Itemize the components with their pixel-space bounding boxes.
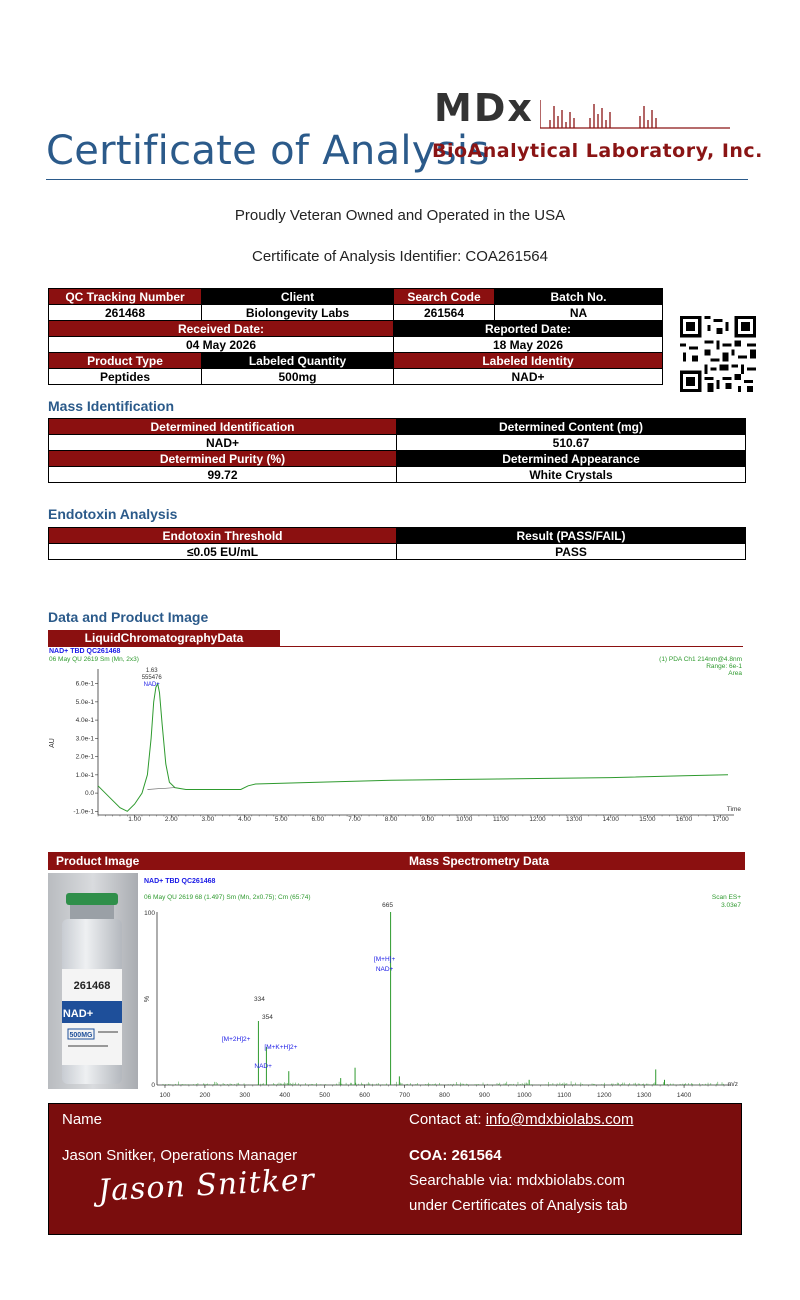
lc-peak-label: NAD+ [143,682,160,688]
contact-prefix: Contact at: [409,1111,486,1128]
data-section-heading: Data and Product Image [48,609,209,625]
mass-identification-table [48,418,746,483]
lc-y-tick-label: 2.0e-1 [75,753,94,761]
lc-x-tick-label: 15.00 [639,816,656,821]
lc-x-tick-label: 10.00 [456,816,473,821]
determined-appearance-value: White Crystals [397,467,746,483]
lc-x-tick-label: 12.00 [529,816,546,821]
lc-y-tick-label: 4.0e-1 [75,717,94,725]
lc-data-tab: LiquidChromatographyData [48,630,280,647]
ms-ylabel: % [144,995,151,1003]
logo-subtitle: BioAnalytical Laboratory, Inc. [432,140,763,162]
client-label: Client [202,289,394,305]
searchable-line: Searchable via: mdxbiolabs.com [409,1172,625,1189]
ms-peak-label: [M+K+H]2+ [264,1044,298,1051]
lc-x-tick-label: 1.00 [128,816,141,821]
name-label: Name [62,1111,103,1128]
lc-chromatogram-chart [48,647,744,821]
ms-x-tick-label: 1400 [676,1092,692,1099]
batch-label: Batch No. [495,289,663,305]
contact-email-link[interactable]: info@mdxbiolabs.com [485,1111,634,1128]
received-label: Received Date: [49,321,394,337]
lc-info-text: Area [728,670,742,677]
labeled-quantity-label: Labeled Quantity [202,353,394,369]
endotoxin-threshold-value: ≤0.05 EU/mL [49,544,397,560]
lc-peak-label: 555476 [141,675,162,681]
ms-y-tick-label: 0 [151,1082,155,1089]
search-code-value: 261564 [394,305,495,321]
ms-title: NAD+ TBD QC261468 [144,878,216,885]
ms-peak-label: [M+H]+ [373,956,396,963]
determined-purity-value: 99.72 [49,467,397,483]
ms-xlabel: m/z [727,1081,738,1088]
signer-name: Jason Snitker, Operations Manager [62,1147,298,1164]
ms-x-tick-label: 1300 [636,1092,652,1099]
tagline: Proudly Veteran Owned and Operated in the USA [234,207,566,224]
ms-peak-label: NAD+ [254,1063,272,1070]
coa-identifier: Certificate of Analysis Identifier: COA261564 [252,248,548,265]
ms-peak-label: 665 [382,902,394,909]
lc-y-tick-label: 0.0 [84,790,94,798]
batch-value: NA [495,305,663,321]
lc-x-tick-label: 3.00 [201,816,215,821]
sample-info-table [48,288,663,385]
determined-identification-label: Determined Identification [49,419,397,435]
ms-x-tick-label: 300 [239,1092,251,1099]
lc-x-tick-label: 17.00 [712,816,729,821]
ms-peak-label: 334 [253,996,265,1003]
lc-subtitle: 06 May QU 2619 Sm (Mn, 2x3) [49,656,139,663]
lc-x-tick-label: 14.00 [602,816,619,821]
lc-y-tick-label: 1.0e-1 [75,771,94,779]
product-type-value: Peptides [49,369,202,385]
lc-info-text: (1) PDA Ch1 214nm@4.8nm [659,656,742,663]
ms-x-tick-label: 800 [439,1092,450,1099]
lc-trace-line [98,684,728,812]
mass-identification-heading: Mass Identification [48,398,175,414]
lc-x-tick-label: 16.00 [675,816,693,821]
lc-x-tick-label: 8.00 [384,816,398,821]
vial-name-text: NAD+ [62,1008,94,1020]
ms-subtitle: 06 May QU 2619 68 (1.497) Sm (Mn, 2x0.75); Cm (65:74) [144,894,311,901]
lc-x-tick-label: 2.00 [164,816,178,821]
ms-x-tick-label: 1100 [557,1092,572,1099]
lc-x-tick-label: 11.00 [493,816,509,821]
lc-x-tick-label: 7.00 [348,816,361,821]
vial-amount-text: 500MG [69,1032,93,1039]
labeled-identity-value: NAD+ [394,369,663,385]
lc-y-tick-label: 5.0e-1 [75,698,94,706]
header-divider [46,179,748,180]
mass-spec-label: Mass Spectrometry Data [409,854,550,868]
contact-line [409,1111,634,1128]
lc-peak-baseline [147,788,174,790]
product-vial-photo [48,873,138,1089]
labeled-quantity-value: 500mg [202,369,394,385]
page-title: Certificate of Analysis [46,128,490,174]
lc-y-tick-label: 3.0e-1 [75,735,94,743]
ms-y-tick-label: 100 [144,910,155,917]
lc-xlabel: Time [726,806,741,813]
endotoxin-heading: Endotoxin Analysis [48,506,178,522]
logo-wordmark: MDx [434,86,534,130]
ms-info-text: 3.03e7 [721,902,741,909]
lc-x-tick-label: 5.00 [274,816,288,821]
qc-tracking-value: 261468 [49,305,202,321]
ms-info-text: Scan ES+ [711,894,741,901]
ms-x-tick-label: 100 [159,1092,171,1099]
ms-x-tick-label: 900 [478,1092,490,1099]
lc-x-tick-label: 4.00 [238,816,251,821]
ms-x-tick-label: 200 [199,1092,211,1099]
determined-identification-value: NAD+ [49,435,397,451]
determined-appearance-label: Determined Appearance [397,451,746,467]
ms-x-tick-label: 500 [319,1092,331,1099]
reported-value: 18 May 2026 [394,337,663,353]
lc-x-tick-label: 13.00 [566,816,583,821]
qr-code-icon[interactable] [680,316,756,392]
image-data-band [48,852,745,870]
lc-x-tick-label: 6.00 [311,816,325,821]
qc-tracking-label: QC Tracking Number [49,289,202,305]
lc-info-text: Range: 6e-1 [706,663,742,670]
endotoxin-result-label: Result (PASS/FAIL) [397,528,746,544]
search-code-label: Search Code [394,289,495,305]
endotoxin-table [48,527,746,560]
product-image-label: Product Image [56,854,140,868]
certificates-tab-line: under Certificates of Analysis tab [409,1197,628,1214]
endotoxin-threshold-label: Endotoxin Threshold [49,528,397,544]
determined-content-value: 510.67 [397,435,746,451]
ms-x-tick-label: 700 [399,1092,410,1099]
ms-x-tick-label: 1000 [517,1092,532,1099]
product-type-label: Product Type [49,353,202,369]
lc-peak-label: 1.63 [145,668,158,674]
determined-content-label: Determined Content (mg) [397,419,746,435]
mass-spec-chart [143,875,745,1099]
ms-peak-label: [M+2H]2+ [221,1036,251,1043]
endotoxin-result-value: PASS [397,544,746,560]
lc-ylabel: AU [49,738,56,748]
ms-x-tick-label: 1200 [596,1092,612,1099]
ms-x-tick-label: 400 [279,1092,291,1099]
ms-peak-label: 354 [261,1014,273,1021]
vial-number-text: 261468 [73,980,111,992]
footer-panel [48,1103,742,1235]
coa-number: COA: 261564 [409,1147,502,1164]
received-value: 04 May 2026 [49,337,394,353]
logo-peaks-icon [540,92,740,132]
lc-title: NAD+ TBD QC261468 [49,648,121,655]
lc-y-tick-label: 6.0e-1 [75,680,94,688]
lc-y-tick-label: -1.0e-1 [73,808,94,816]
labeled-identity-label: Labeled Identity [394,353,663,369]
ms-peak-label: NAD+ [375,966,394,973]
ms-x-tick-label: 600 [359,1092,371,1099]
signature: Jason Snitker [97,1162,316,1209]
determined-purity-label: Determined Purity (%) [49,451,397,467]
lc-x-tick-label: 9.00 [421,816,434,821]
client-value: Biolongevity Labs [202,305,394,321]
reported-label: Reported Date: [394,321,663,337]
